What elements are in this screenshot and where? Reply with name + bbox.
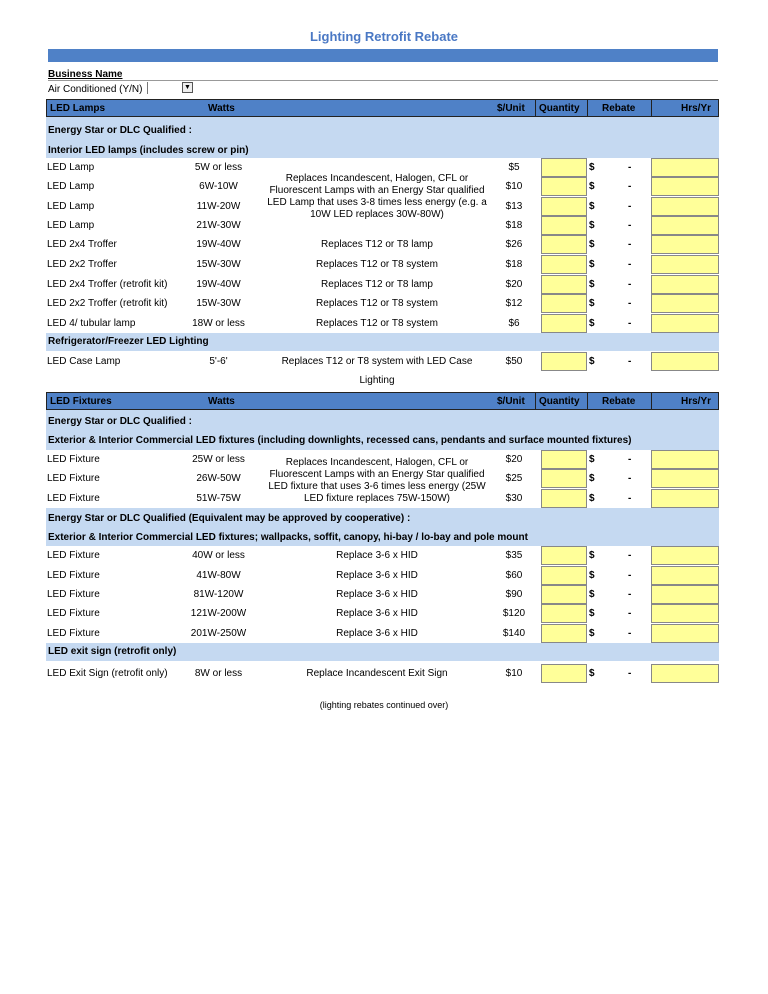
table-row bbox=[46, 294, 719, 313]
footer-note: (lighting rebates continued over) bbox=[319, 700, 449, 710]
rebate-symbol: $ bbox=[589, 356, 595, 367]
row-name: LED 2x2 Troffer bbox=[47, 259, 117, 270]
row-name: LED Fixture bbox=[47, 493, 100, 504]
row-watts: 51W-75W bbox=[196, 493, 241, 504]
rebate-value: - bbox=[628, 668, 632, 679]
rebate-symbol: $ bbox=[589, 220, 595, 231]
row-name: LED 4/ tubular lamp bbox=[47, 318, 136, 329]
section-ext-int-wallpacks: Exterior & Interior Commercial LED fixtures; wallpacks, soffit, canopy, hi-bay / lo-bay and pole mount bbox=[48, 532, 528, 543]
rebate-symbol: $ bbox=[589, 201, 595, 212]
row-unit-price: $20 bbox=[505, 454, 523, 465]
header-divider bbox=[535, 393, 536, 409]
quantity-field[interactable] bbox=[541, 624, 587, 643]
row-desc: Replace 3-6 x HID bbox=[336, 608, 418, 619]
row-unit-price: $30 bbox=[505, 493, 523, 504]
row-unit-price: $12 bbox=[505, 298, 523, 309]
header-category: LED Lamps bbox=[50, 103, 106, 114]
rebate-value: - bbox=[628, 298, 632, 309]
row-desc: Replaces T12 or T8 system bbox=[316, 298, 438, 309]
section-energy-star: Energy Star or DLC Qualified : bbox=[48, 416, 192, 427]
quantity-field[interactable] bbox=[541, 546, 587, 565]
header-unit: $/Unit bbox=[497, 396, 525, 407]
rebate-value: - bbox=[628, 181, 632, 192]
section-energy-star: Energy Star or DLC Qualified : bbox=[48, 125, 192, 136]
row-name: LED 2x4 Troffer bbox=[47, 239, 117, 250]
rebate-value: - bbox=[628, 220, 632, 231]
row-watts: 121W-200W bbox=[190, 608, 247, 619]
rebate-value: - bbox=[628, 550, 632, 561]
row-watts: 19W-40W bbox=[196, 239, 241, 250]
row-unit-price: $6 bbox=[508, 318, 520, 329]
quantity-field[interactable] bbox=[541, 664, 587, 683]
rebate-symbol: $ bbox=[589, 454, 595, 465]
quantity-field[interactable] bbox=[541, 566, 587, 585]
hours-field[interactable] bbox=[651, 235, 719, 254]
hours-field[interactable] bbox=[651, 469, 719, 488]
quantity-field[interactable] bbox=[541, 352, 587, 371]
header-hrs: Hrs/Yr bbox=[681, 396, 712, 407]
row-watts: 15W-30W bbox=[196, 298, 241, 309]
row-name: LED Exit Sign (retrofit only) bbox=[47, 668, 168, 679]
header-divider bbox=[587, 393, 588, 409]
row-unit-price: $60 bbox=[505, 570, 523, 581]
row-unit-price: $120 bbox=[502, 608, 526, 619]
row-watts: 15W-30W bbox=[196, 259, 241, 270]
table-row bbox=[46, 255, 719, 274]
table-row bbox=[46, 275, 719, 294]
row-name: LED 2x4 Troffer (retrofit kit) bbox=[47, 279, 168, 290]
header-watts: Watts bbox=[208, 396, 235, 407]
row-name: LED Lamp bbox=[47, 162, 95, 173]
section-interior-lamps: Interior LED lamps (includes screw or pin) bbox=[48, 145, 249, 156]
table-row bbox=[46, 314, 719, 333]
rebate-symbol: $ bbox=[589, 550, 595, 561]
row-unit-price: $10 bbox=[505, 181, 523, 192]
quantity-field[interactable] bbox=[541, 235, 587, 254]
row-unit-price: $18 bbox=[505, 259, 523, 270]
hours-field[interactable] bbox=[651, 664, 719, 683]
hours-field[interactable] bbox=[651, 216, 719, 235]
chevron-down-icon[interactable]: ▼ bbox=[182, 82, 193, 93]
row-name: LED Fixture bbox=[47, 628, 100, 639]
row-unit-price: $20 bbox=[505, 279, 523, 290]
row-desc: Replace 3-6 x HID bbox=[336, 550, 418, 561]
row-watts: 5'-6' bbox=[209, 356, 228, 367]
row-unit-price: $18 bbox=[505, 220, 523, 231]
section-ext-int-fixtures: Exterior & Interior Commercial LED fixtures (including downlights, recessed cans, pendants and surface mounted fixtures) bbox=[48, 435, 632, 446]
row-watts: 19W-40W bbox=[196, 279, 241, 290]
section-block bbox=[46, 117, 719, 158]
row-name: LED Lamp bbox=[47, 220, 95, 231]
row-watts: 18W or less bbox=[192, 318, 245, 329]
rebate-symbol: $ bbox=[589, 298, 595, 309]
quantity-field[interactable] bbox=[541, 604, 587, 623]
rebate-symbol: $ bbox=[589, 493, 595, 504]
row-name: LED 2x2 Troffer (retrofit kit) bbox=[47, 298, 168, 309]
quantity-field[interactable] bbox=[541, 275, 587, 294]
section-block bbox=[46, 410, 719, 450]
table-row bbox=[46, 566, 719, 585]
rebate-value: - bbox=[628, 570, 632, 581]
header-divider bbox=[651, 393, 652, 409]
rebate-value: - bbox=[628, 589, 632, 600]
row-name: LED Lamp bbox=[47, 181, 95, 192]
rebate-value: - bbox=[628, 318, 632, 329]
row-watts: 11W-20W bbox=[196, 201, 241, 212]
row-desc: Replaces T12 or T8 system with LED Case Lighting bbox=[281, 356, 473, 386]
rebate-symbol: $ bbox=[589, 589, 595, 600]
row-name: LED Lamp bbox=[47, 201, 95, 212]
fixture-group-description: Replaces Incandescent, Halogen, CFL or Fluorescent Lamps with an Energy Star qualified LED fixture that uses 3-6 times less energy (25W LED fixture replaces 75W-150W) bbox=[268, 457, 486, 504]
rebate-symbol: $ bbox=[589, 318, 595, 329]
hours-field[interactable] bbox=[651, 546, 719, 565]
quantity-field[interactable] bbox=[541, 469, 587, 488]
row-unit-price: $25 bbox=[505, 473, 523, 484]
row-watts: 41W-80W bbox=[196, 570, 241, 581]
row-unit-price: $13 bbox=[505, 201, 523, 212]
rebate-symbol: $ bbox=[589, 668, 595, 679]
hours-field[interactable] bbox=[651, 158, 719, 177]
table-row bbox=[46, 604, 719, 623]
header-watts: Watts bbox=[208, 103, 235, 114]
rebate-symbol: $ bbox=[589, 181, 595, 192]
row-watts: 40W or less bbox=[192, 550, 245, 561]
row-unit-price: $26 bbox=[505, 239, 523, 250]
table-row bbox=[46, 664, 719, 683]
header-divider bbox=[535, 100, 536, 116]
row-watts: 25W or less bbox=[192, 454, 245, 465]
rebate-value: - bbox=[628, 259, 632, 270]
hours-field[interactable] bbox=[651, 566, 719, 585]
row-name: LED Case Lamp bbox=[47, 356, 121, 367]
header-hrs: Hrs/Yr bbox=[681, 103, 712, 114]
row-watts: 21W-30W bbox=[196, 220, 241, 231]
header-rebate: Rebate bbox=[602, 103, 636, 114]
header-qty: Quantity bbox=[539, 396, 580, 407]
table-row bbox=[46, 235, 719, 254]
lamp-group-description: Replaces Incandescent, Halogen, CFL or Fluorescent Lamps with an Energy Star qualified LED Lamp that uses 3-8 times less energy (e.g. a 10W LED replaces 30W-80W) bbox=[267, 173, 487, 220]
quantity-field[interactable] bbox=[541, 294, 587, 313]
table-row bbox=[46, 352, 719, 386]
hours-field[interactable] bbox=[651, 177, 719, 196]
quantity-field[interactable] bbox=[541, 450, 587, 469]
title-bar bbox=[48, 49, 718, 62]
row-unit-price: $10 bbox=[505, 668, 523, 679]
hours-field[interactable] bbox=[651, 585, 719, 604]
header-unit: $/Unit bbox=[497, 103, 525, 114]
rebate-value: - bbox=[628, 628, 632, 639]
quantity-field[interactable] bbox=[541, 489, 587, 508]
header-qty: Quantity bbox=[539, 103, 580, 114]
hours-field[interactable] bbox=[651, 255, 719, 274]
rebate-value: - bbox=[628, 162, 632, 173]
row-desc: Replaces T12 or T8 lamp bbox=[321, 279, 433, 290]
air-conditioned-label: Air Conditioned (Y/N) bbox=[48, 84, 143, 95]
rebate-symbol: $ bbox=[589, 473, 595, 484]
row-desc: Replace Incandescent Exit Sign bbox=[306, 668, 448, 679]
section-block bbox=[46, 508, 719, 546]
row-name: LED Fixture bbox=[47, 550, 100, 561]
row-name: LED Fixture bbox=[47, 473, 100, 484]
hours-field[interactable] bbox=[651, 489, 719, 508]
section-refrigerator: Refrigerator/Freezer LED Lighting bbox=[46, 333, 719, 351]
row-name: LED Fixture bbox=[47, 608, 100, 619]
quantity-field[interactable] bbox=[541, 585, 587, 604]
rebate-value: - bbox=[628, 201, 632, 212]
rebate-value: - bbox=[628, 356, 632, 367]
rebate-value: - bbox=[628, 239, 632, 250]
row-desc: Replaces T12 or T8 lamp bbox=[321, 239, 433, 250]
hours-field[interactable] bbox=[651, 624, 719, 643]
row-unit-price: $90 bbox=[505, 589, 523, 600]
row-watts: 201W-250W bbox=[190, 628, 247, 639]
rebate-symbol: $ bbox=[589, 628, 595, 639]
rebate-value: - bbox=[628, 473, 632, 484]
rebate-symbol: $ bbox=[589, 239, 595, 250]
row-unit-price: $50 bbox=[505, 356, 523, 367]
row-unit-price: $5 bbox=[508, 162, 520, 173]
section-exit-sign: LED exit sign (retrofit only) bbox=[46, 643, 719, 661]
rebate-value: - bbox=[628, 454, 632, 465]
hours-field[interactable] bbox=[651, 314, 719, 333]
header-divider bbox=[651, 100, 652, 116]
row-watts: 8W or less bbox=[194, 668, 243, 679]
rebate-symbol: $ bbox=[589, 608, 595, 619]
rebate-symbol: $ bbox=[589, 259, 595, 270]
business-name-field[interactable] bbox=[48, 80, 718, 81]
row-watts: 6W-10W bbox=[199, 181, 238, 192]
quantity-field[interactable] bbox=[541, 216, 587, 235]
quantity-field[interactable] bbox=[541, 177, 587, 196]
row-name: LED Fixture bbox=[47, 454, 100, 465]
row-desc: Replace 3-6 x HID bbox=[336, 570, 418, 581]
header-divider bbox=[587, 100, 588, 116]
row-desc: Replaces T12 or T8 system bbox=[316, 318, 438, 329]
table-row bbox=[46, 546, 719, 565]
quantity-field[interactable] bbox=[541, 197, 587, 216]
row-name: LED Fixture bbox=[47, 570, 100, 581]
rebate-value: - bbox=[628, 493, 632, 504]
row-unit-price: $35 bbox=[505, 550, 523, 561]
row-desc: Replace 3-6 x HID bbox=[336, 589, 418, 600]
row-unit-price: $140 bbox=[502, 628, 526, 639]
page-title: Lighting Retrofit Rebate bbox=[309, 29, 459, 44]
hours-field[interactable] bbox=[651, 197, 719, 216]
row-desc: Replace 3-6 x HID bbox=[336, 628, 418, 639]
row-name: LED Fixture bbox=[47, 589, 100, 600]
hours-field[interactable] bbox=[651, 275, 719, 294]
row-desc: Replaces T12 or T8 system bbox=[316, 259, 438, 270]
lamps-header bbox=[46, 99, 719, 117]
header-category: LED Fixtures bbox=[50, 396, 112, 407]
row-watts: 26W-50W bbox=[196, 473, 241, 484]
rebate-value: - bbox=[628, 279, 632, 290]
table-row bbox=[46, 624, 719, 643]
air-conditioned-field[interactable] bbox=[147, 82, 153, 94]
header-rebate: Rebate bbox=[602, 396, 636, 407]
row-watts: 5W or less bbox=[194, 162, 243, 173]
rebate-value: - bbox=[628, 608, 632, 619]
business-name-label: Business Name bbox=[48, 69, 123, 80]
section-energy-star: Energy Star or DLC Qualified (Equivalent may be approved by cooperative) : bbox=[48, 513, 411, 524]
quantity-field[interactable] bbox=[541, 314, 587, 333]
table-row bbox=[46, 585, 719, 604]
fixtures-header bbox=[46, 392, 719, 410]
hours-field[interactable] bbox=[651, 352, 719, 371]
rebate-symbol: $ bbox=[589, 279, 595, 290]
rebate-symbol: $ bbox=[589, 162, 595, 173]
row-watts: 81W-120W bbox=[193, 589, 244, 600]
quantity-field[interactable] bbox=[541, 255, 587, 274]
rebate-symbol: $ bbox=[589, 570, 595, 581]
hours-field[interactable] bbox=[651, 450, 719, 469]
quantity-field[interactable] bbox=[541, 158, 587, 177]
hours-field[interactable] bbox=[651, 604, 719, 623]
hours-field[interactable] bbox=[651, 294, 719, 313]
